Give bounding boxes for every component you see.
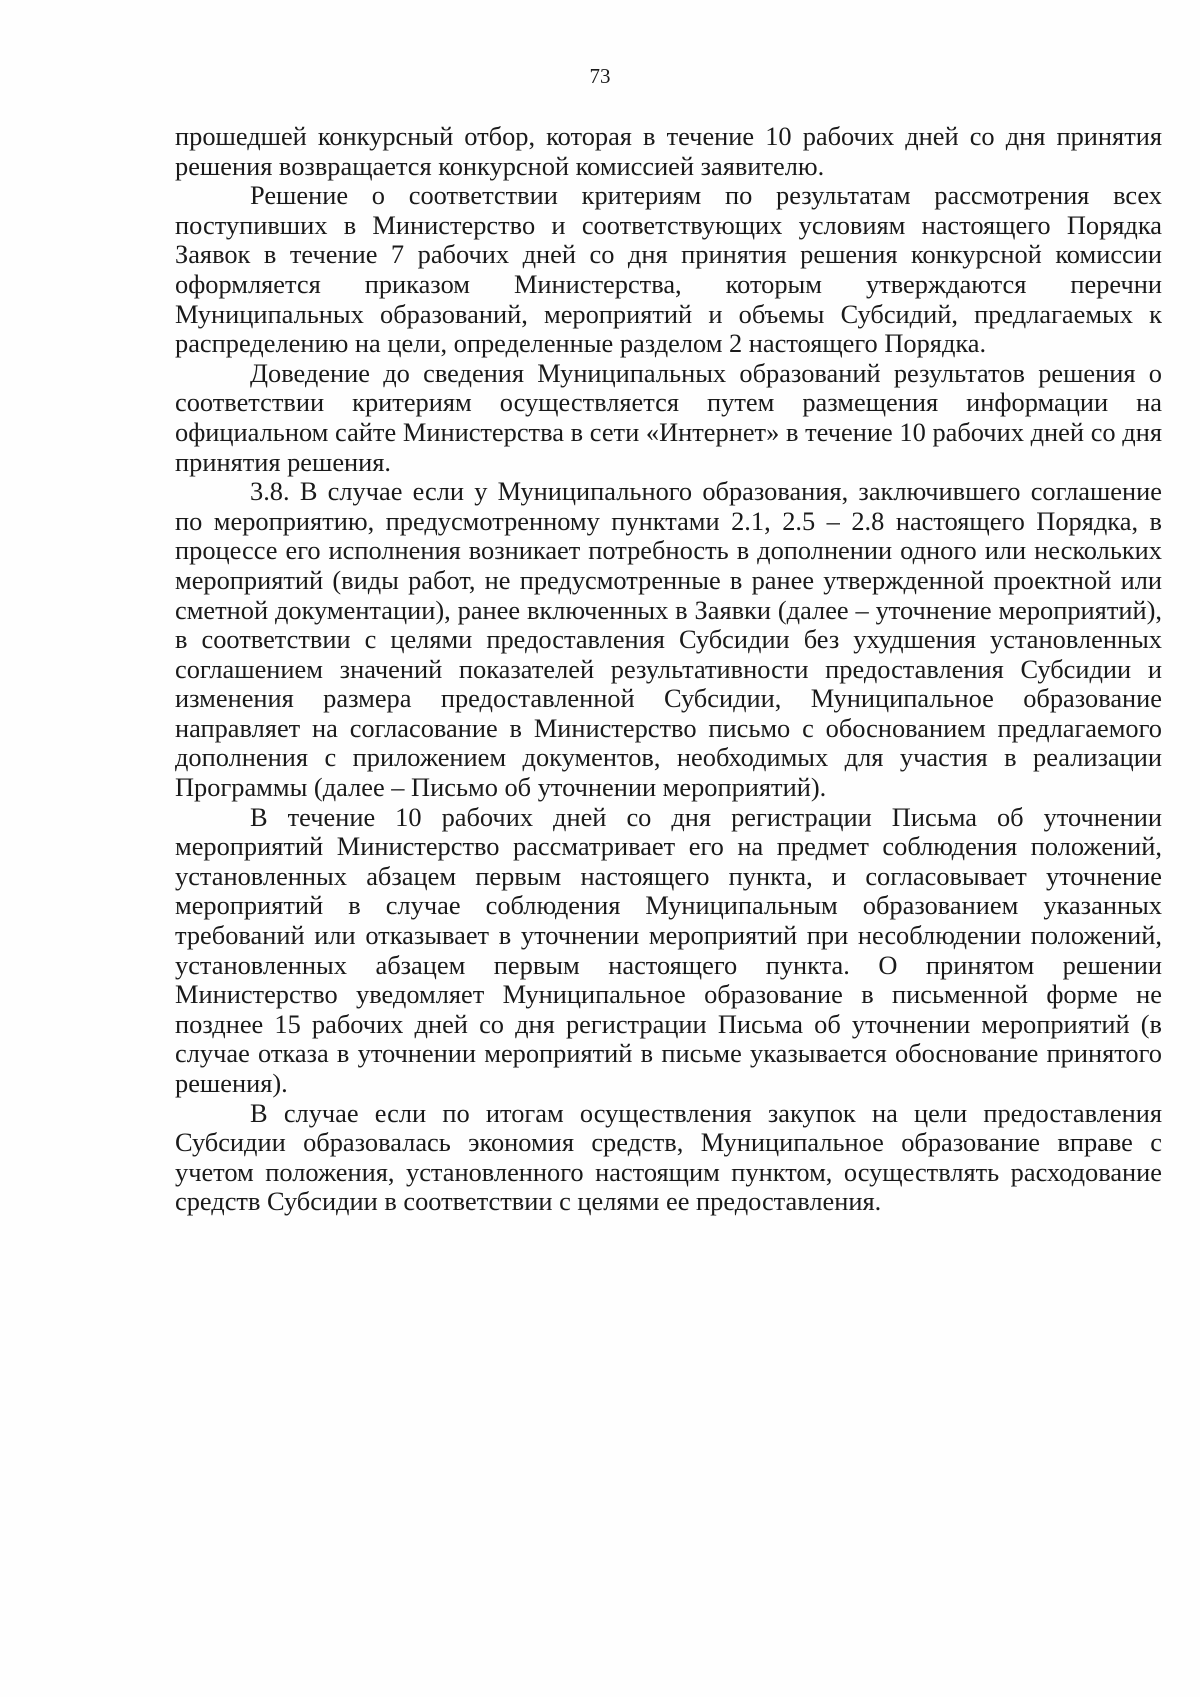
paragraph-review-period: В течение 10 рабочих дней со дня регистрации Письма об уточнении мероприятий Министерство рассматривает его на предмет соблюдения положений, установленных абзацем первым настоящего пункта, и согласовывает уточнение мероприятий в случае соблюдения Муниципальным образованием указанных требований или отказывает в уточнении мероприятий при несоблюдении положений, установленных абзацем первым настоящего пункта. О принятом решении Министерство уведомляет Муниципальное образование в письменной форме не позднее 15 рабочих дней со дня регистрации Письма об уточнении мероприятий (в случае отказа в уточнении мероприятий в письме указывается обоснование принятого решения). [175, 801, 1162, 1098]
paragraph-savings: В случае если по итогам осуществления закупок на цели предоставления Субсидии образовалась экономия средств, Муниципальное образование вправе с учетом положения, установленного настоящим пунктом, осуществлять расходование средств Субсидии в соответствии с целями ее предоставления. [175, 1097, 1162, 1217]
paragraph-notification: Доведение до сведения Муниципальных образований результатов решения о соответствии критериям осуществляется путем размещения информации на официальном сайте Министерства в сети «Интернет» в течение 10 рабочих дней со дня принятия решения. [175, 357, 1162, 477]
paragraph-clause-3-8: 3.8. В случае если у Муниципального образования, заключившего соглашение по мероприятию, предусмотренному пунктами 2.1, 2.5 – 2.8 настоящего Порядка, в процессе его исполнения возникает потребность в дополнении одного или нескольких мероприятий (виды работ, не предусмотренные в ранее утвержденной проектной или сметной документации), ранее включенных в Заявки (далее – уточнение мероприятий), в соответствии с целями предоставления Субсидии без ухудшения установленных соглашением значений показателей результативности предоставления Субсидии и изменения размера предоставленной Субсидии, Муниципальное образование направляет на согласование в Министерство письмо с обоснованием предлагаемого дополнения с приложением документов, необходимых для участия в реализации Программы (далее – Письмо об уточнении мероприятий). [175, 476, 1162, 803]
page-number: 73 [589, 64, 611, 88]
paragraph-decision-criteria: Решение о соответствии критериям по результатам рассмотрения всех поступивших в Министерство и соответствующих условиям настоящего Порядка Заявок в течение 7 рабочих дней со дня принятия решения конкурсной комиссии оформляется приказом Министерства, которым утверждаются перечни Муниципальных образований, мероприятий и объемы Субсидий, предлагаемых к распределению на цели, определенные разделом 2 настоящего Порядка. [175, 180, 1162, 359]
document-body [175, 122, 1162, 1217]
paragraph-continuation: прошедшей конкурсный отбор, которая в течение 10 рабочих дней со дня принятия решения возвращается конкурсной комиссией заявителю. [175, 121, 1162, 181]
